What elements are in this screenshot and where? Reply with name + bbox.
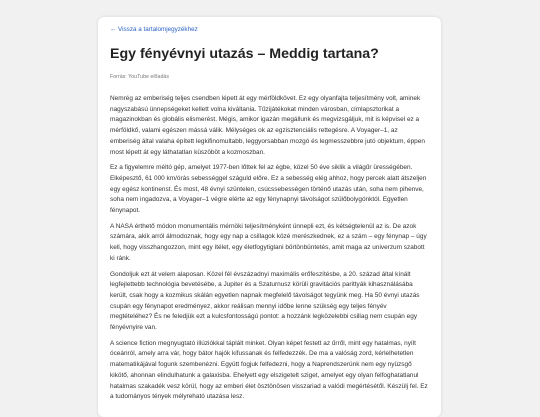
article-content bbox=[98, 17, 441, 403]
back-to-contents-link[interactable]: ← Vissza a tartalomjegyzékhez bbox=[110, 26, 198, 33]
paragraph-5: A science fiction megnyugtató illúziókkal táplált minket. Olyan képet festett az űrről, mint egy hatalmas, nyílt óceánról, amely arra vár, hogy bátor hajók kifussanak és felfedezzék. De ma a valóság zord, kérlelhetetlen matematikájával fogunk szembenézni. Együtt fogjuk felfedezni, hogy a Naprendszerünk nem egy nyüzsgő kikötő, ahonnan elindulhatunk a galaxisba. Ehelyett egy elszigetelt sziget, amelyet egy olyan felfoghatatlanul hatalmas szakadék vesz körül, hogy az emberi élet ösztönösen visszariad a valódi megértésétől. Készülj fel. Ez a tudományos tények mélyreható utazása lesz. bbox=[110, 339, 428, 401]
article-title: Egy fényévnyi utazás – Meddig tartana? bbox=[110, 46, 379, 62]
paragraph-4: Gondoljuk ezt át velem alaposan. Közel fél évszázadnyi maximális erőfeszítésbe, a 20. század által kínált legfejlettebb technológia bevetésébe, a Jupiter és a Szaturnusz körüli gravitációs parittyák kihasználásába került, csak hogy a kozmikus skálán egyetlen napnak megfelelő távolságot tegyünk meg. Ha 50 évnyi utazás csupán egy fénynapot eredményez, akkor reálisan mennyi időbe lenne szükség egy teljes fényév megtételéhez? És ne feledjük ezt a kulcsfontosságú pontot: a hozzánk legközelebbi csillag nem csupán egy fényévnyire van. bbox=[110, 270, 420, 332]
article-card bbox=[98, 17, 441, 417]
paragraph-1: Nemrég az emberiség teljes csendben lépett át egy mérföldkövet. Ez egy olyanfajta teljesítmény volt, aminek nagyszabású ünnepségeket kellett volna kiváltania. Tűzijátékokat minden városban, címlapsztorikat a magazinokban és globális elismerést. Mégis, amikor igazán megállunk és megvizsgáljuk, mit is képvisel ez a mérföldkő, valami egészen mássá válik. Mélységes ok az egzisztenciális rettegésre. A Voyager–1, az emberiség által valaha épített legkifinomultabb, leggyorsabban mozgó és legmesszebbre jutó objektum, éppen most lépett át egy láthatatlan küszöböt a kozmoszban. bbox=[110, 95, 425, 156]
paragraph-3: A NASA érthető módon monumentális mérnöki teljesítményként ünnepli ezt, és kétségtelenül az is. De azok számára, akik arról álmodoznak, hogy egy nap a csillagok közé merészkednek, ez a szám – egy fénynap – úgy kell, hogy visszhangozzon, mint egy ítélet, egy életfogytiglani börtönbüntetés, amit maga az univerzum szabott ki ránk. bbox=[110, 222, 427, 262]
paragraph-2: Ez a figyelemre méltó gép, amelyet 1977-ben lőttek fel az égbe, közel 50 éve siklik a világűr ürességében. Elképesztő, 61 000 km/órás sebességgel száguld előre. Ez a sebesség elég ahhoz, hogy percek alatt átszeljen egy egész kontinenst. És most, 48 évnyi szüntelen, csúcssebességen történő utazás után, soha nem pihenve, soha nem ingadozva, a Voyager–1 végre elérte az egy fénynapnyi távolságot szülőbolygónktól. Egyetlen fénynapot. bbox=[110, 164, 427, 215]
source-note: Forrás: YouTube előadás bbox=[110, 74, 169, 80]
